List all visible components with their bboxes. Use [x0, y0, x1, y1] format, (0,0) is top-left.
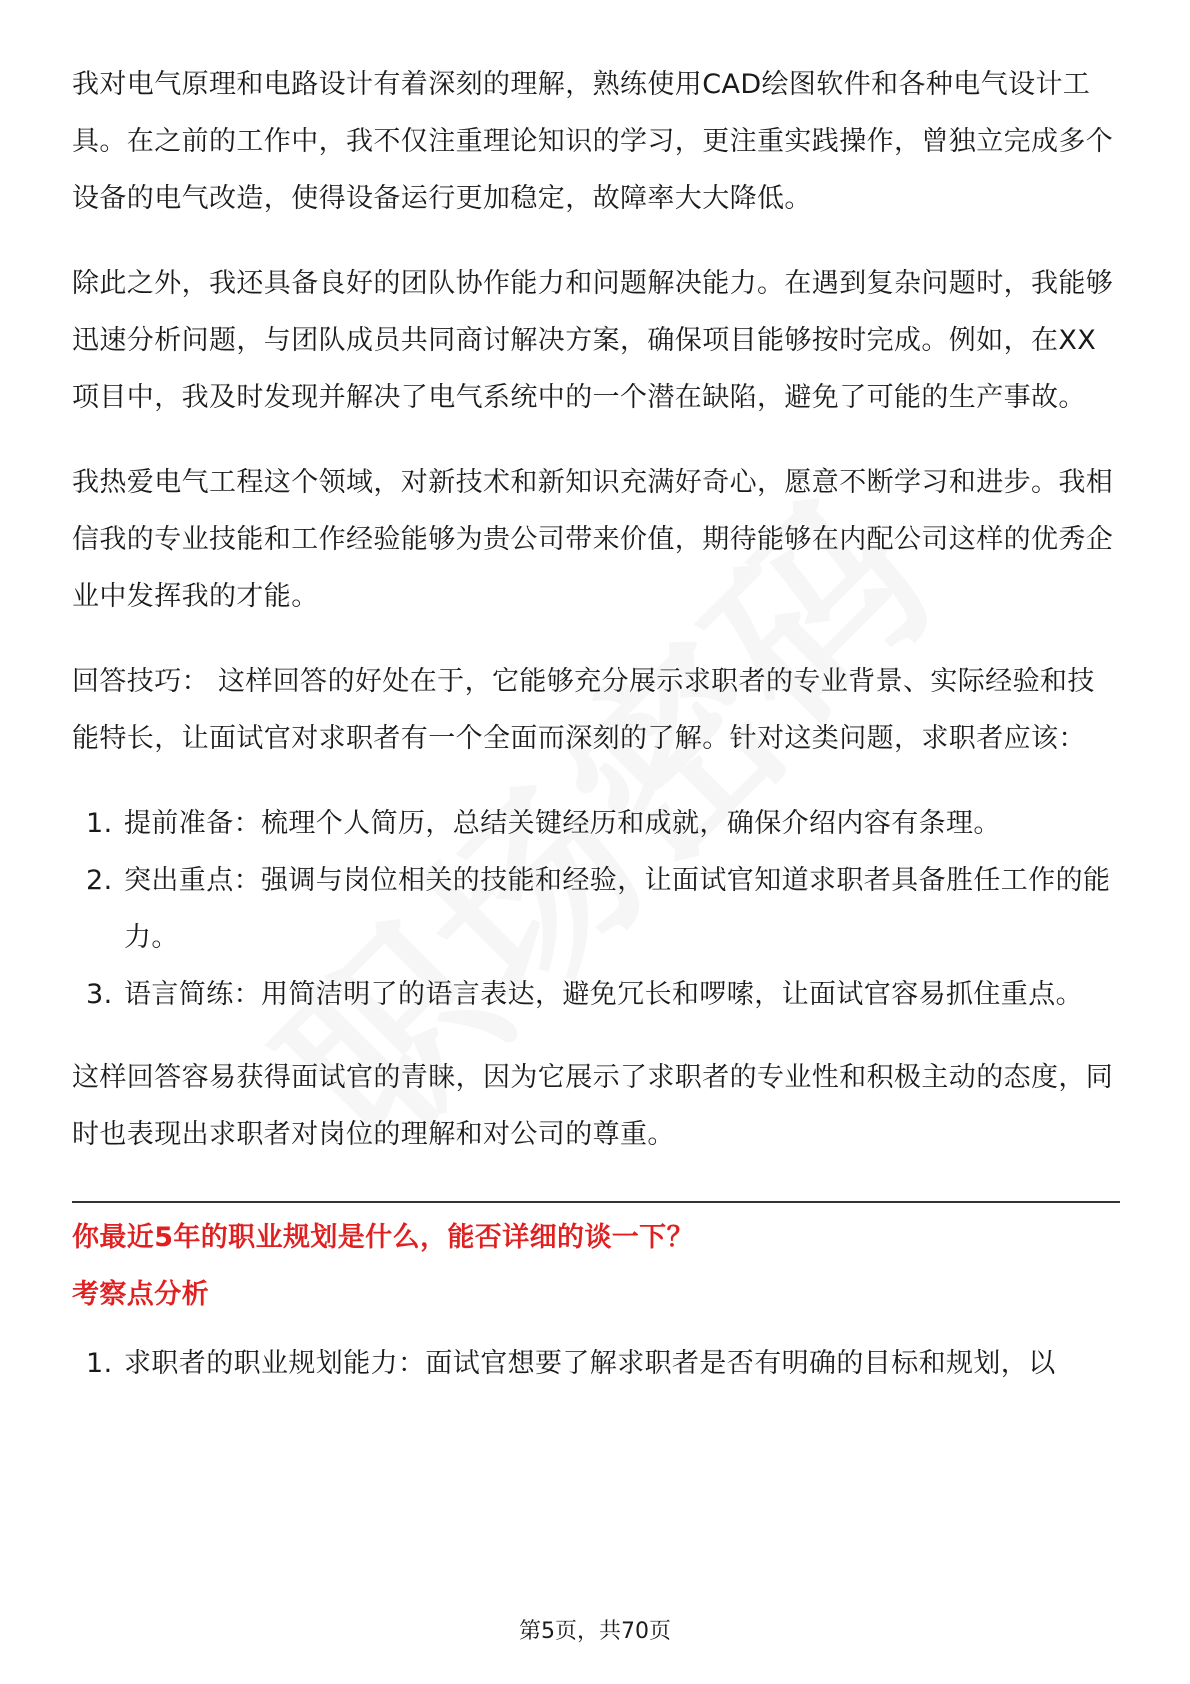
list-text: 提前准备：梳理个人简历，总结关键经历和成就，确保介绍内容有条理。	[124, 808, 1001, 839]
paragraph-summary: 这样回答容易获得面试官的青睐，因为它展示了求职者的专业性和积极主动的态度，同时也表现出求职者对岗位的理解和对公司的尊重。	[72, 1062, 1114, 1150]
paragraph-passion: 我热爱电气工程这个领域，对新技术和新知识充满好奇心，愿意不断学习和进步。我相信我的专业技能和工作经验能够为贵公司带来价值，期待能够在内配公司这样的优秀企业中发挥我的才能。	[72, 467, 1114, 612]
list-number: 1.	[86, 1348, 113, 1379]
page-footer	[0, 1614, 1190, 1645]
list-number: 3.	[86, 979, 113, 1010]
list-text: 求职者的职业规划能力：面试官想要了解求职者是否有明确的目标和规划，以	[124, 1348, 1056, 1379]
paragraph-teamwork: 除此之外，我还具备良好的团队协作能力和问题解决能力。在遇到复杂问题时，我能够迅速分析问题，与团队成员共同商讨解决方案，确保项目能够按时完成。例如，在XX项目中，我及时发现并解决了电气系统中的一个潜在缺陷，避免了可能的生产事故。	[72, 268, 1114, 413]
list-number: 1.	[86, 808, 113, 839]
paragraph-experience: 我对电气原理和电路设计有着深刻的理解，熟练使用CAD绘图软件和各种电气设计工具。在之前的工作中，我不仅注重理论知识的学习，更注重实践操作，曾独立完成多个设备的电气改造，使得设备运行更加稳定，故障率大大降低。	[72, 69, 1114, 214]
list-item	[72, 966, 1120, 1023]
document-page	[72, 56, 1120, 1418]
paragraph-answer-tips: 回答技巧： 这样回答的好处在于，它能够充分展示求职者的专业背景、实际经验和技能特长，让面试官对求职者有一个全面而深刻的了解。针对这类问题，求职者应该：	[72, 666, 1095, 754]
list-number: 2.	[86, 865, 113, 896]
list-item	[72, 795, 1120, 852]
section-divider	[72, 1201, 1120, 1203]
list-text: 语言简练：用简洁明了的语言表达，避免冗长和啰嗦，让面试官容易抓住重点。	[124, 979, 1083, 1010]
analysis-list	[72, 1335, 1120, 1392]
page-number: 第5页，共70页	[519, 1619, 671, 1644]
list-item	[72, 852, 1120, 966]
list-item	[72, 1335, 1120, 1392]
question-title: 你最近5年的职业规划是什么，能否详细的谈一下？	[72, 1222, 694, 1253]
tips-list	[72, 795, 1120, 1023]
question-subtitle: 考察点分析	[72, 1279, 209, 1310]
list-text: 突出重点：强调与岗位相关的技能和经验，让面试官知道求职者具备胜任工作的能力。	[124, 865, 1111, 953]
